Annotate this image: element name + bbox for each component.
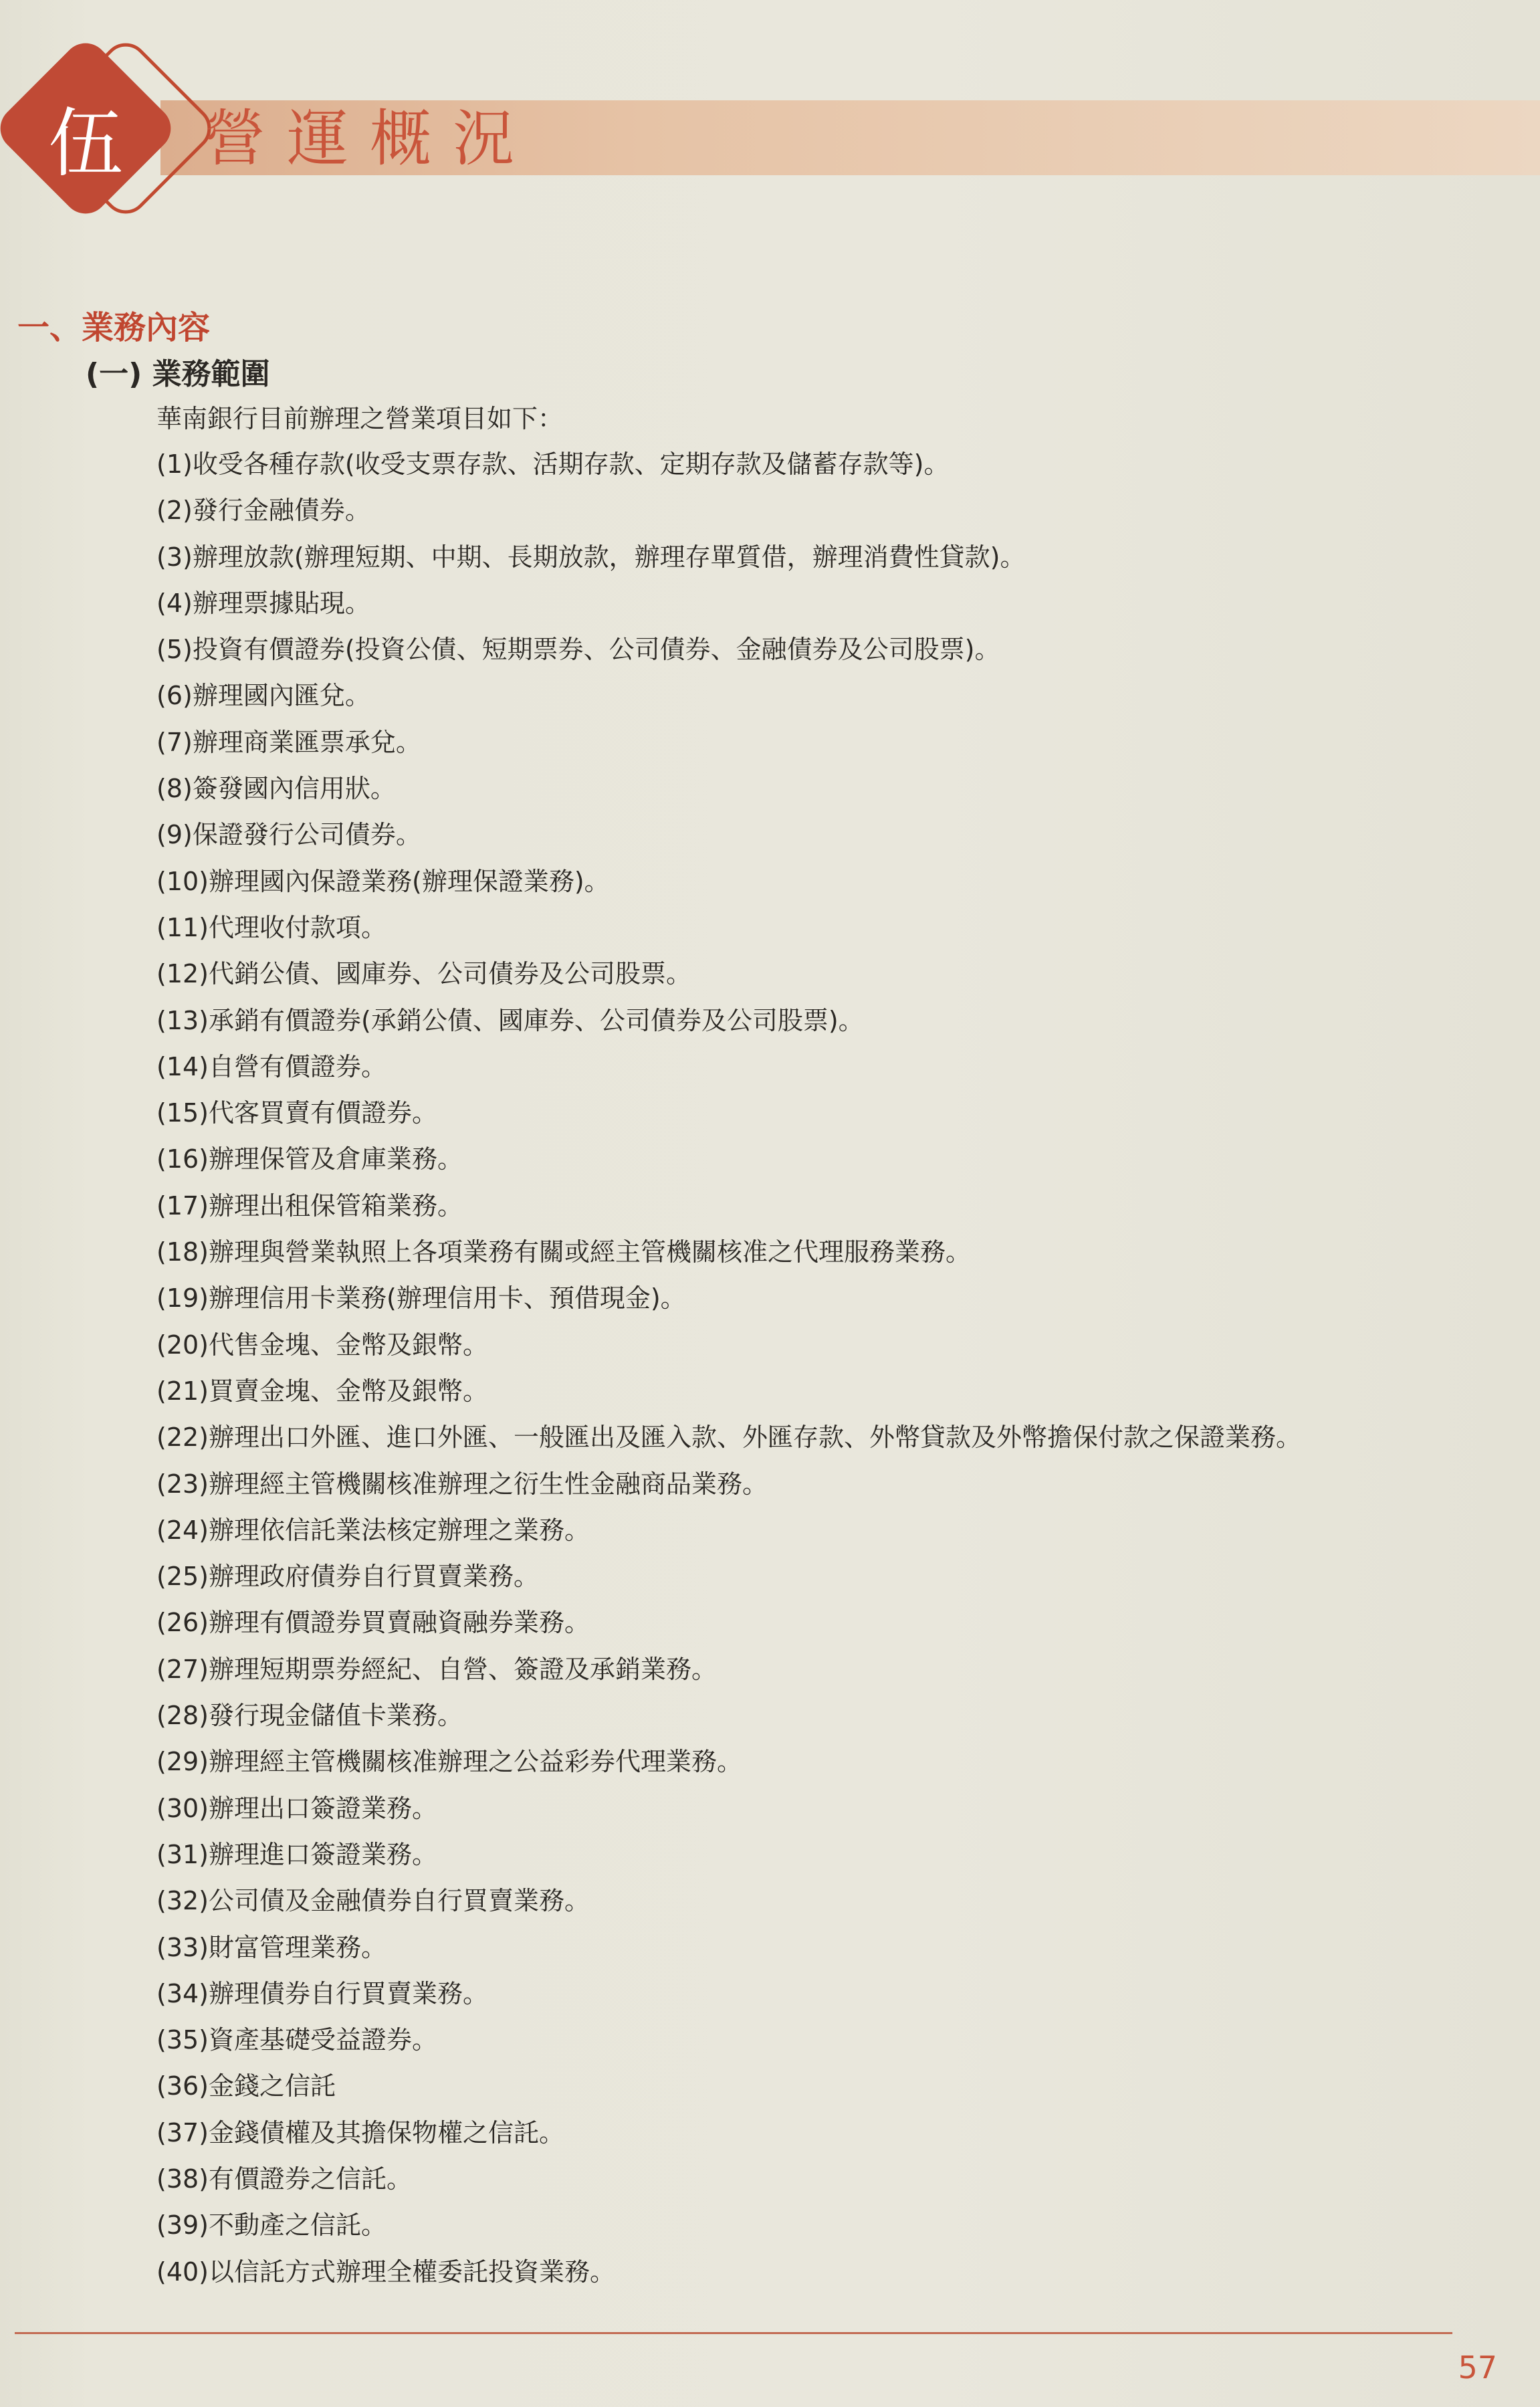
list-item: (28)發行現金儲值卡業務。 bbox=[156, 1701, 463, 1731]
list-item: (3)辦理放款(辦理短期、中期、長期放款，辦理存單質借，辦理消費性貸款)。 bbox=[156, 542, 1026, 572]
list-item: (1)收受各種存款(收受支票存款、活期存款、定期存款及儲蓄存款等)。 bbox=[156, 449, 950, 479]
list-item: (5)投資有價證券(投資公債、短期票券、公司債券、金融債券及公司股票)。 bbox=[156, 635, 1000, 665]
list-item: (38)有價證券之信託。 bbox=[156, 2164, 413, 2194]
subsection-title: (一) 業務範圍 bbox=[86, 357, 270, 391]
list-item: (10)辦理國內保證業務(辦理保證業務)。 bbox=[156, 866, 610, 896]
intro-text: 華南銀行目前辦理之營業項目如下： bbox=[156, 404, 564, 433]
list-item: (27)辦理短期票券經紀、自營、簽證及承銷業務。 bbox=[156, 1654, 718, 1684]
list-item: (6)辦理國內匯兌。 bbox=[156, 681, 370, 711]
list-item: (29)辦理經主管機關核准辦理之公益彩券代理業務。 bbox=[156, 1747, 743, 1777]
chapter-number: 伍 bbox=[48, 100, 123, 187]
list-item: (12)代銷公債、國庫券、公司債券及公司股票。 bbox=[156, 959, 692, 989]
list-item: (4)辦理票據貼現。 bbox=[156, 588, 370, 618]
footer-divider bbox=[15, 2332, 1452, 2334]
list-item: (16)辦理保管及倉庫業務。 bbox=[156, 1144, 463, 1174]
list-item: (21)買賣金塊、金幣及銀幣。 bbox=[156, 1376, 489, 1406]
list-item: (9)保證發行公司債券。 bbox=[156, 820, 421, 850]
list-item: (26)辦理有價證券買賣融資融券業務。 bbox=[156, 1608, 590, 1638]
list-item: (32)公司債及金融債券自行買賣業務。 bbox=[156, 1886, 590, 1916]
list-item: (19)辦理信用卡業務(辦理信用卡、預借現金)。 bbox=[156, 1283, 686, 1314]
list-item: (35)資產基礎受益證券。 bbox=[156, 2025, 438, 2055]
list-item: (30)辦理出口簽證業務。 bbox=[156, 1793, 438, 1823]
list-item: (39)不動產之信託。 bbox=[156, 2210, 387, 2240]
list-item: (37)金錢債權及其擔保物權之信託。 bbox=[156, 2117, 565, 2148]
list-item: (18)辦理與營業執照上各項業務有關或經主管機關核准之代理服務業務。 bbox=[156, 1237, 972, 1267]
list-item: (22)辦理出口外匯、進口外匯、一般匯出及匯入款、外匯存款、外幣貸款及外幣擔保付款之保證業務。 bbox=[156, 1423, 1302, 1453]
list-item: (23)辦理經主管機關核准辦理之衍生性金融商品業務。 bbox=[156, 1469, 768, 1499]
list-item: (34)辦理債券自行買賣業務。 bbox=[156, 1978, 489, 2008]
list-item: (31)辦理進口簽證業務。 bbox=[156, 1839, 438, 1869]
chapter-title: 營運概況 bbox=[204, 103, 536, 175]
section-title: 一、業務內容 bbox=[17, 309, 211, 346]
list-item: (20)代售金塊、金幣及銀幣。 bbox=[156, 1330, 489, 1360]
list-item: (36)金錢之信託 bbox=[156, 2071, 336, 2101]
business-items-list bbox=[156, 441, 1301, 2295]
list-item: (11)代理收付款項。 bbox=[156, 912, 387, 942]
list-item: (40)以信託方式辦理全權委託投資業務。 bbox=[156, 2257, 616, 2287]
list-item: (15)代客買賣有價證券。 bbox=[156, 1098, 438, 1128]
page-number: 57 bbox=[1458, 2349, 1497, 2386]
list-item: (7)辦理商業匯票承兌。 bbox=[156, 727, 421, 757]
list-item: (24)辦理依信託業法核定辦理之業務。 bbox=[156, 1515, 590, 1545]
list-item: (13)承銷有價證券(承銷公債、國庫券、公司債券及公司股票)。 bbox=[156, 1005, 864, 1035]
list-item: (14)自營有價證券。 bbox=[156, 1051, 387, 1081]
list-item: (33)財富管理業務。 bbox=[156, 1932, 387, 1962]
list-item: (8)簽發國內信用狀。 bbox=[156, 774, 396, 804]
list-item: (17)辦理出租保管箱業務。 bbox=[156, 1190, 463, 1221]
list-item: (25)辦理政府債券自行買賣業務。 bbox=[156, 1562, 540, 1592]
list-item: (2)發行金融債券。 bbox=[156, 496, 370, 526]
